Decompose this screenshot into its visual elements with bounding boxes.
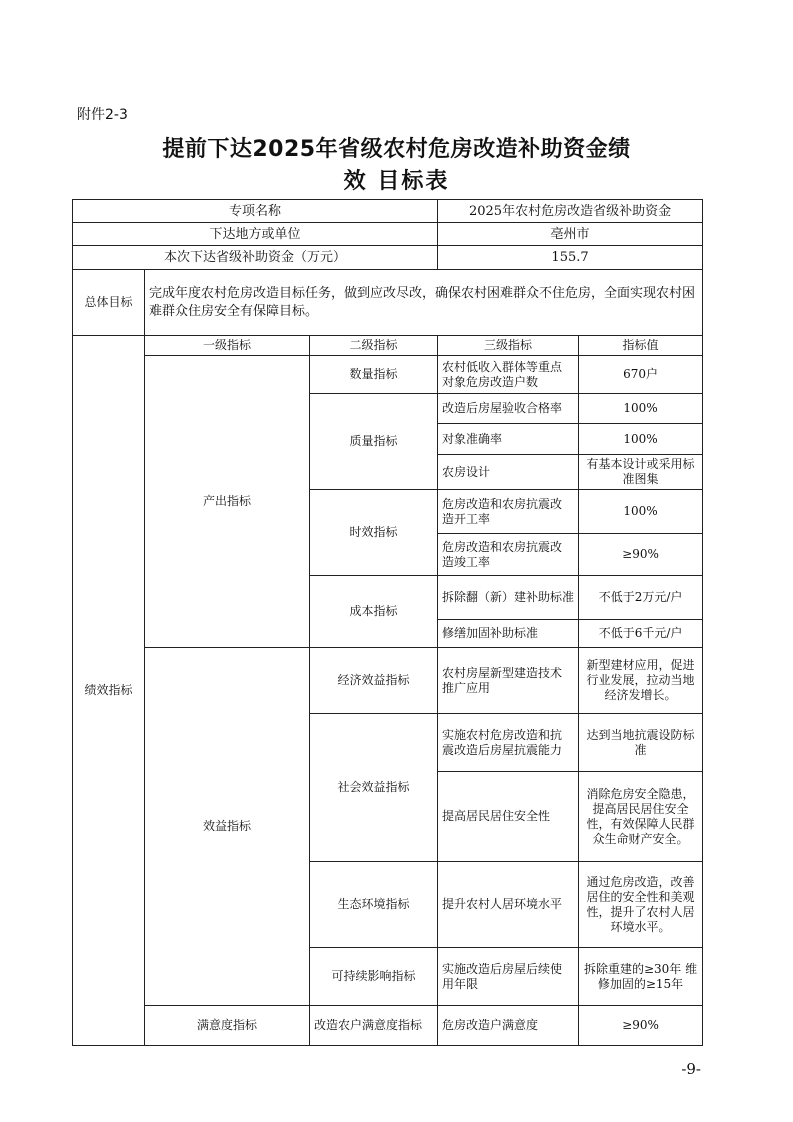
level3-indicator: 危房改造和农房抗震改 造开工率 (438, 490, 579, 534)
project-name-value: 2025年农村危房改造省级补助资金 (438, 200, 703, 223)
output-indicator-label: 产出指标 (145, 356, 310, 648)
satisfaction-level2: 改造农户满意度指标 (310, 1006, 438, 1046)
indicator-value: 100% (579, 424, 703, 455)
level3-indicator: 农村房屋新型建造技术 推广应用 (438, 648, 579, 714)
satisfaction-indicator-label: 满意度指标 (145, 1006, 310, 1046)
level3-indicator: 拆除翻（新）建补助标准 (438, 576, 579, 620)
performance-indicators-label: 绩效指标 (73, 336, 145, 1046)
quantity-indicator-label: 数量指标 (310, 356, 438, 394)
table-row (73, 356, 703, 394)
header-level2: 二级指标 (310, 336, 438, 356)
indicator-value: 达到当地抗震设防标 准 (579, 714, 703, 772)
document-title: 提前下达2025年省级农村危房改造补助资金绩 (162, 137, 631, 162)
cost-indicator-label: 成本指标 (310, 576, 438, 648)
level3-indicator: 实施改造后房屋后续使 用年限 (438, 948, 579, 1006)
indicator-value: ≥90% (579, 1006, 703, 1046)
indicator-value: 有基本设计或采用标 准图集 (579, 455, 703, 490)
level3-indicator: 危房改造和农房抗震改 造竣工率 (438, 534, 579, 576)
level3-indicator: 实施农村危房改造和抗 震改造后房屋抗震能力 (438, 714, 579, 772)
level3-indicator: 对象准确率 (438, 424, 579, 455)
funds-label: 本次下达省级补助资金（万元） (73, 246, 438, 270)
social-indicator-label: 社会效益指标 (310, 714, 438, 862)
indicator-header-row (73, 336, 703, 356)
overall-goal-row (73, 270, 703, 336)
header-value: 指标值 (579, 336, 703, 356)
indicator-value: 100% (579, 490, 703, 534)
indicator-value: ≥90% (579, 534, 703, 576)
quality-indicator-label: 质量指标 (310, 394, 438, 490)
header-level3: 三级指标 (438, 336, 579, 356)
performance-target-table (72, 199, 703, 1046)
level3-indicator: 提升农村人居环境水平 (438, 862, 579, 948)
ecological-indicator-label: 生态环境指标 (310, 862, 438, 948)
overall-goal-label: 总体目标 (73, 270, 145, 336)
attachment-label: 附件2-3 (77, 107, 128, 123)
table-row (73, 648, 703, 714)
indicator-value: 通过危房改造，改善居住的安全性和美观 性，提升了农村人居 环境水平。 (579, 862, 703, 948)
overall-goal-text: 完成年度农村危房改造目标任务，做到应改尽改，确保农村困难群众不住危房，全面实现农村困难群众住房安全有保障目标。 (145, 270, 703, 336)
indicator-value: 拆除重建的≥30年 维修加固的≥15年 (579, 948, 703, 1006)
indicator-value: 消除危房安全隐患，提高居民居住安全 性，有效保障人民群 众生命财产安全。 (579, 772, 703, 862)
region-label: 下达地方或单位 (73, 223, 438, 246)
timeliness-indicator-label: 时效指标 (310, 490, 438, 576)
indicator-value: 不低于6千元/户 (579, 620, 703, 648)
level3-indicator: 修缮加固补助标准 (438, 620, 579, 648)
project-name-label: 专项名称 (73, 200, 438, 223)
project-name-row (73, 200, 703, 223)
page-number: -9- (681, 1060, 701, 1078)
table-row (73, 1006, 703, 1046)
economic-indicator-label: 经济效益指标 (310, 648, 438, 714)
level3-indicator: 危房改造户满意度 (438, 1006, 579, 1046)
benefit-indicator-label: 效益指标 (145, 648, 310, 1006)
document-title-line2: 效 目标表 (343, 169, 450, 194)
funds-row (73, 246, 703, 270)
indicator-value: 100% (579, 394, 703, 424)
indicator-value: 670户 (579, 356, 703, 394)
level3-indicator: 农房设计 (438, 455, 579, 490)
funds-value: 155.7 (438, 246, 703, 270)
indicator-value: 不低于2万元/户 (579, 576, 703, 620)
level3-indicator: 农村低收入群体等重点 对象危房改造户数 (438, 356, 579, 394)
level3-indicator: 改造后房屋验收合格率 (438, 394, 579, 424)
indicator-value: 新型建材应用，促进行业发展，拉动当地经济发增长。 (579, 648, 703, 714)
region-row (73, 223, 703, 246)
sustainable-indicator-label: 可持续影响指标 (310, 948, 438, 1006)
level3-indicator: 提高居民居住安全性 (438, 772, 579, 862)
header-level1: 一级指标 (145, 336, 310, 356)
region-value: 亳州市 (438, 223, 703, 246)
